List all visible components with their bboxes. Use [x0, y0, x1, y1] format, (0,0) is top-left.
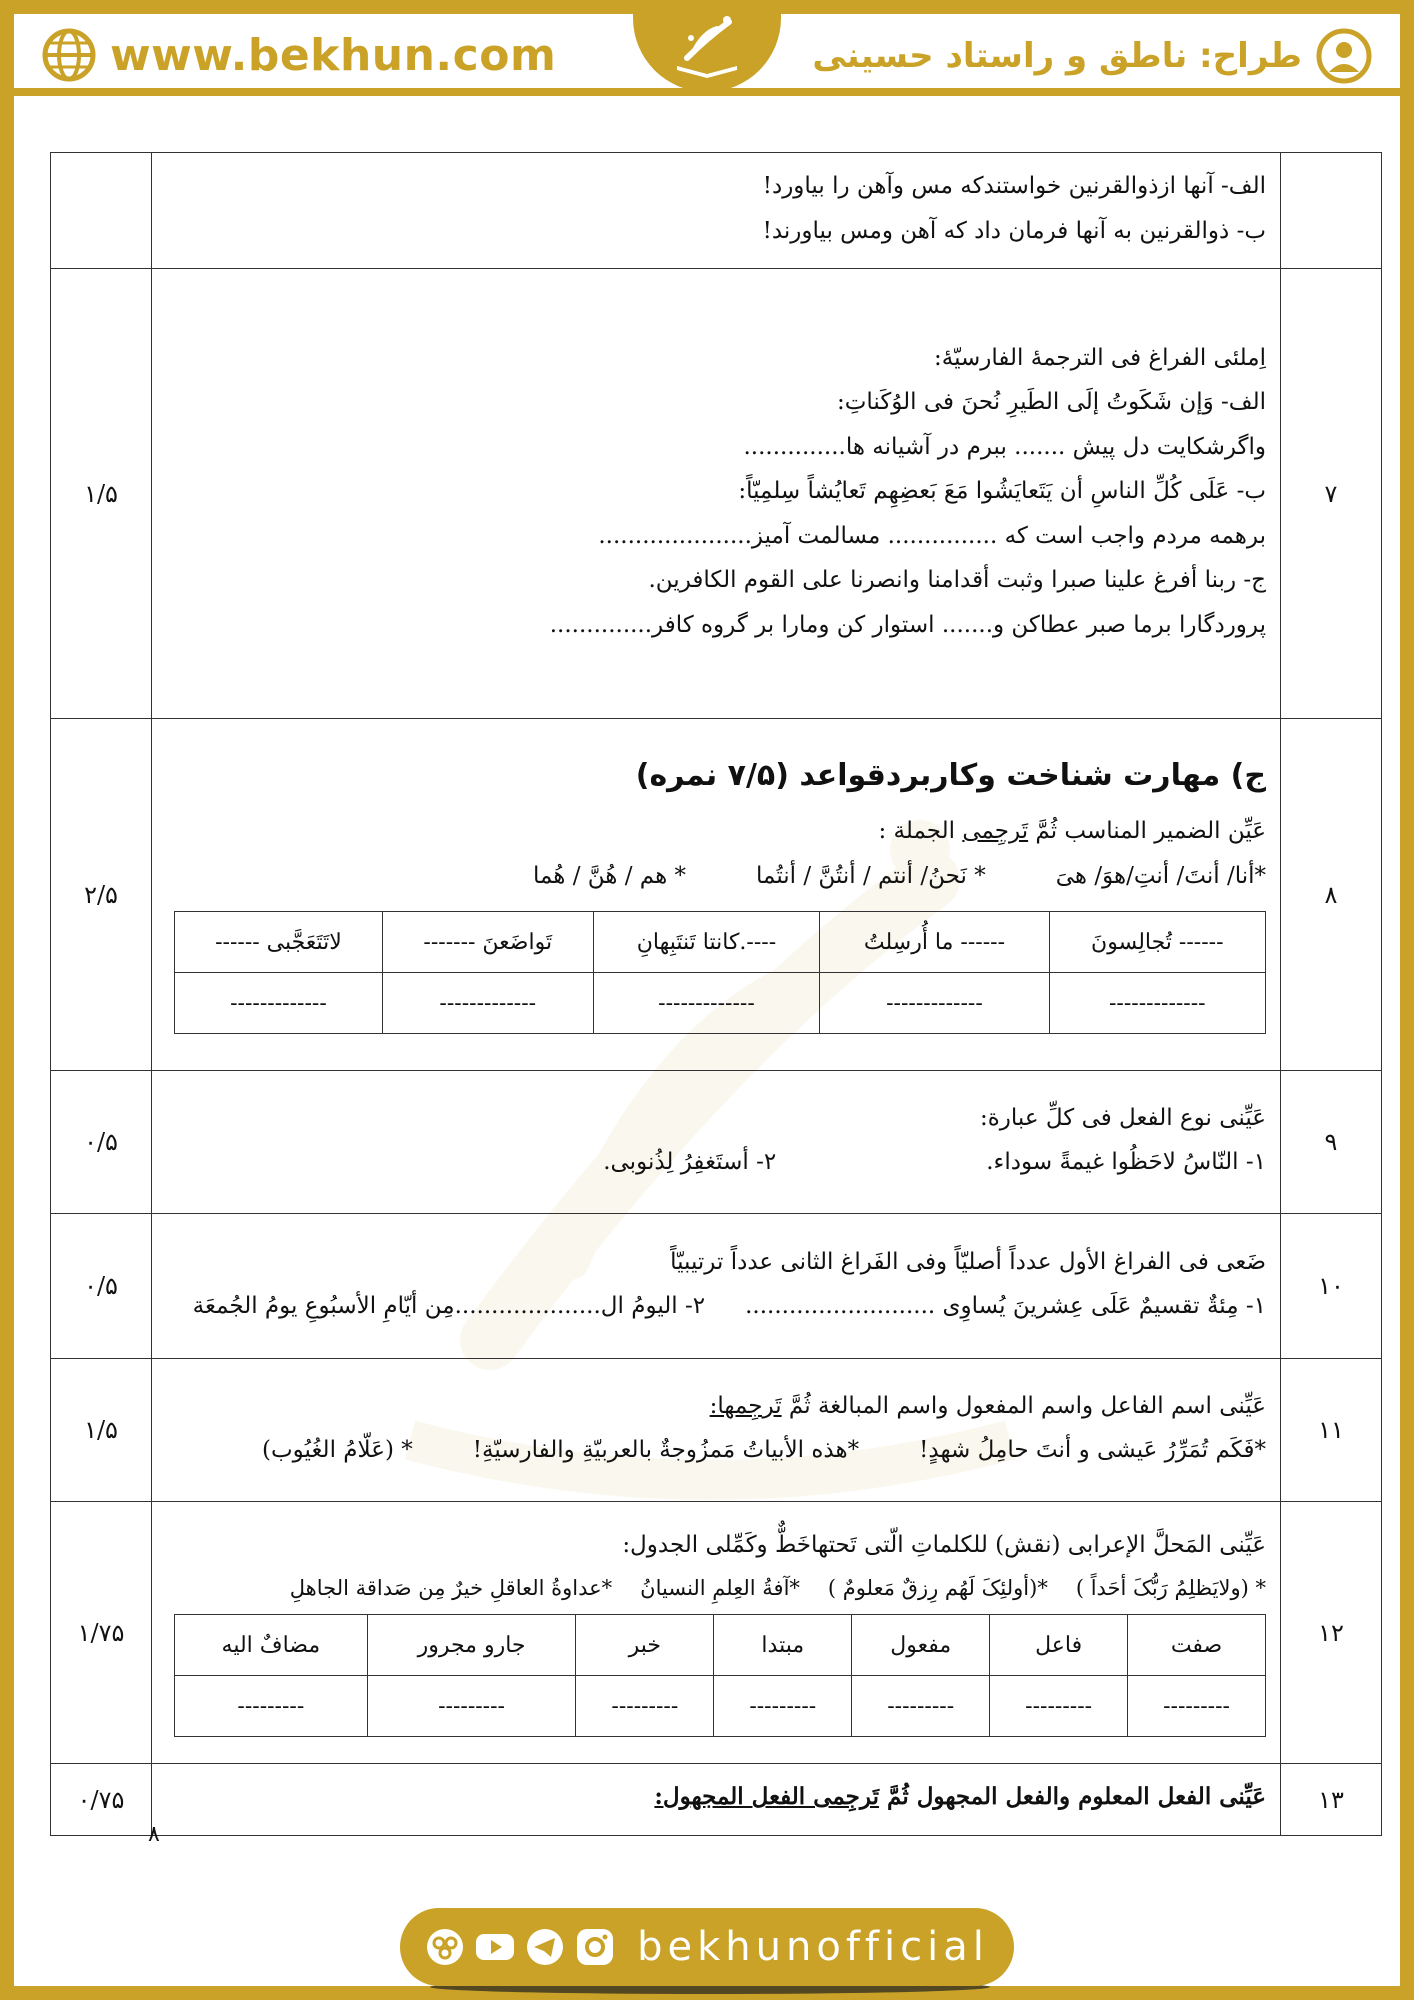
q7-line: الف- وَإن شَکَوتُ إلَی الطَیرِ نُحنَ فی الوُکَناتِ:: [836, 389, 1266, 416]
q12-header-cell: خبر: [576, 1615, 714, 1676]
globe-icon: [42, 28, 96, 82]
q11-number: ۱۱: [1281, 1359, 1382, 1502]
q8-pronoun-list: [166, 859, 1266, 894]
q8-blank-cell: -------------: [820, 973, 1049, 1034]
q8-sentence-row: [175, 912, 1266, 973]
q8-pronoun-group: * نَحنُ/ أنتم / أنتُنَّ / أنتُما: [756, 862, 986, 889]
q6-score-cell: [51, 153, 152, 269]
q9-instruction: عَیِّنی نوع الفعل فی کلِّ عبارة:: [980, 1104, 1266, 1131]
q7-line: ب- عَلَی کُلِّ الناسِ أن یَتَعایَشُوا مَعَ بَعضِهِم تَعایُشاً سِلمِیّاً:: [738, 478, 1266, 505]
q13-row: [51, 1764, 1382, 1836]
q11-item: *هذه الأبیاتُ مَمزُوجةٌ بالعربیّةِ والفارسیّةِ!: [472, 1437, 860, 1463]
q11-instruction: [166, 1389, 1266, 1424]
q13-instruction: [166, 1780, 1266, 1815]
q11-row: [51, 1359, 1382, 1502]
q7-instruction: اِملئی الفراغ فی الترجمهٔ الفارسیّهٔ:: [934, 344, 1266, 371]
section-c-title: ج) مهارت شناخت وکاربردقواعد (۷/۵ نمره): [635, 758, 1266, 793]
q8-blank-row: [175, 973, 1266, 1034]
q11-instruction-underlined: تَرجِمها:: [709, 1392, 782, 1419]
q6-content: [152, 153, 1281, 269]
q12-header-cell: صفت: [1128, 1615, 1266, 1676]
q7-line: پروردگارا برما صبر عطاکن و....... استوار کن ومارا بر گروه کافر..............: [549, 611, 1266, 638]
q12-score: ۱/۷۵: [51, 1502, 152, 1764]
q8-sentence-cell: ------ ما أُرسِلتُ: [820, 912, 1049, 973]
q7-line: برهمه مردم واجب است که ............... مسالمت آمیز.....................: [598, 522, 1266, 549]
q12-blank-row: [175, 1676, 1266, 1737]
q11-instruction-a: عَیِّنی اسم الفاعل واسم المفعول واسم المبالغة ثُمَّ: [781, 1392, 1266, 1419]
q6-number-cell: [1281, 153, 1382, 269]
q12-answer-table: [174, 1614, 1266, 1737]
q13-score: ۰/۷۵: [51, 1764, 152, 1836]
q10-row: [51, 1214, 1382, 1359]
q8-row: [51, 719, 1382, 1071]
q12-item: * (ولایَظلِمُ رَبُّکَ أحَداً ): [1075, 1575, 1266, 1600]
q10-instruction: ضَعی فی الفراغ الأول عدداً أصلیّاً وفی الفَراغ الثانی عدداً ترتیبیّاً: [670, 1248, 1266, 1275]
q10-content: [152, 1214, 1281, 1359]
q12-blank-cell: ---------: [852, 1676, 990, 1737]
q7-score: ۱/۵: [51, 269, 152, 719]
q13-number: ۱۳: [1281, 1764, 1382, 1836]
footer-bar: [400, 1908, 1014, 1986]
q13-instruction-a: عَیِّنی الفعل المعلوم والفعل المجهول ثُمَّ: [879, 1783, 1266, 1811]
exam-table: [50, 152, 1382, 1836]
q12-blank-cell: ---------: [990, 1676, 1128, 1737]
q12-header-cell: مفعول: [852, 1615, 990, 1676]
q8-sentence-cell: ------ تُجالِسونَ: [1049, 912, 1265, 973]
q12-blank-cell: ---------: [367, 1676, 576, 1737]
q12-blank-cell: ---------: [1128, 1676, 1266, 1737]
q7-row: [51, 269, 1382, 719]
q11-content: [152, 1359, 1281, 1502]
q12-row: [51, 1502, 1382, 1764]
logo-icon: [667, 8, 747, 84]
q10-score: ۰/۵: [51, 1214, 152, 1359]
q8-instruction-underlined: تَرجِمی: [962, 818, 1029, 844]
q9-row: [51, 1071, 1382, 1214]
q12-header-cell: فاعل: [990, 1615, 1128, 1676]
website-link[interactable]: [42, 28, 556, 82]
q11-item: *فَکَم تُمَرِّرُ عَیشی و أنتَ حامِلُ شهدٍ!: [919, 1437, 1266, 1463]
q9-score: ۰/۵: [51, 1071, 152, 1214]
q12-blank-cell: ---------: [175, 1676, 368, 1737]
q8-number: ۸: [1281, 719, 1382, 1071]
q10-item: ۱- مِئةٌ تقسیمٌ عَلَی عِشرینَ یُساوِی ..........................: [745, 1293, 1266, 1319]
q8-blank-cell: -------------: [1049, 973, 1265, 1034]
q6-line-a: الف- آنها ازذوالقرنین خواستندکه مس وآهن را بیاورد!: [762, 173, 1266, 199]
q9-item: ۱- النّاسُ لاحَظُوا غیمةً سوداء.: [986, 1149, 1266, 1175]
website-text: www.bekhun.com: [110, 29, 557, 81]
q7-content: [152, 269, 1281, 719]
q8-pronoun-group: *أنا/ أنتَ/ أنتِ/هوَ/ هیَ: [1055, 862, 1266, 889]
q8-blank-cell: -------------: [593, 973, 820, 1034]
q12-header-cell: مبتدا: [714, 1615, 852, 1676]
telegram-icon[interactable]: [525, 1927, 565, 1967]
q8-blank-cell: -------------: [382, 973, 593, 1034]
q8-sentence-cell: تَواضَعنَ -------: [382, 912, 593, 973]
q12-item: *عداوةُ العاقلِ خیرٌ مِن صَداقة الجاهلِ: [289, 1575, 613, 1600]
q9-item: ۲- أستَغفِرُ لِذُنوبی.: [603, 1149, 777, 1175]
q12-blank-cell: ---------: [576, 1676, 714, 1737]
q12-number: ۱۲: [1281, 1502, 1382, 1764]
q6-line-b: ب- ذوالقرنین به آنها فرمان داد که آهن ومس بیاورند!: [762, 217, 1266, 244]
q7-line: واگرشکایت دل پیش ....... ببرم در آشیانه ها..............: [743, 433, 1266, 460]
q12-header-cell: مضافٌ الیه: [175, 1615, 368, 1676]
q8-sentence-cell: ----.کانتا تَنتَبِهانِ: [593, 912, 820, 973]
q12-items: [166, 1573, 1266, 1605]
q12-header-row: [175, 1615, 1266, 1676]
q12-item: *آفةُ العِلمِ النسیانُ: [640, 1575, 800, 1600]
author-text: طراح: ناطق و راستاد حسینی: [812, 36, 1302, 76]
q8-score: ۲/۵: [51, 719, 152, 1071]
q8-instruction-b: الجملة :: [878, 818, 963, 844]
q6-continued-row: [51, 153, 1382, 269]
q12-header-cell: جارو مجرور: [367, 1615, 576, 1676]
q12-instruction: عَیِّنی المَحلَّ الإعرابی (نقش) للکلماتِ الّتی تَحتهاخَطٌّ وکَمِّلی الجدول:: [622, 1532, 1266, 1558]
q10-item: ۲- الیومُ ال....................مِن أیّامِ الأسبُوعِ یومُ الجُمعَة: [192, 1293, 706, 1319]
q8-instruction: [166, 814, 1266, 849]
q8-pronoun-group: * هم / هُنَّ / هُما: [532, 862, 687, 889]
q8-blank-cell: -------------: [175, 973, 383, 1034]
page-number: ۸: [148, 1822, 160, 1847]
q9-content: [152, 1071, 1281, 1214]
author-block: [812, 28, 1372, 84]
q8-sentence-cell: لاتَتَعَجَّبی ------: [175, 912, 383, 973]
user-icon: [1316, 28, 1372, 84]
q9-items: [166, 1145, 1266, 1180]
q8-answer-table: [174, 911, 1266, 1034]
q8-content: [152, 719, 1281, 1071]
q12-content: [152, 1502, 1281, 1764]
q10-items: [166, 1289, 1266, 1324]
instagram-icon[interactable]: [575, 1927, 615, 1967]
q11-score: ۱/۵: [51, 1359, 152, 1502]
q7-number: ۷: [1281, 269, 1382, 719]
q9-number: ۹: [1281, 1071, 1382, 1214]
q12-item: *(أولئِکَ لَهُم رِزقٌ مَعلومٌ ): [827, 1575, 1048, 1600]
q13-instruction-underlined: تَرجِمی الفعل المجهول:: [654, 1783, 879, 1811]
q8-instruction-a: عَیِّن الضمیر المناسب ثُمَّ: [1028, 818, 1266, 844]
q7-line: ج- ربنا أفرغ علینا صبرا وثبت أقدامنا وانصرنا علی القوم الکافرین.: [648, 567, 1266, 594]
footer-handle[interactable]: bekhunofficial: [637, 1924, 989, 1970]
youtube-icon[interactable]: [475, 1927, 515, 1967]
q11-item: * (عَلّامُ الغُیُوب): [262, 1437, 413, 1463]
q11-items: [166, 1433, 1266, 1468]
q13-content: [152, 1764, 1281, 1836]
q10-number: ۱۰: [1281, 1214, 1382, 1359]
web-icon[interactable]: [425, 1927, 465, 1967]
q12-blank-cell: ---------: [714, 1676, 852, 1737]
